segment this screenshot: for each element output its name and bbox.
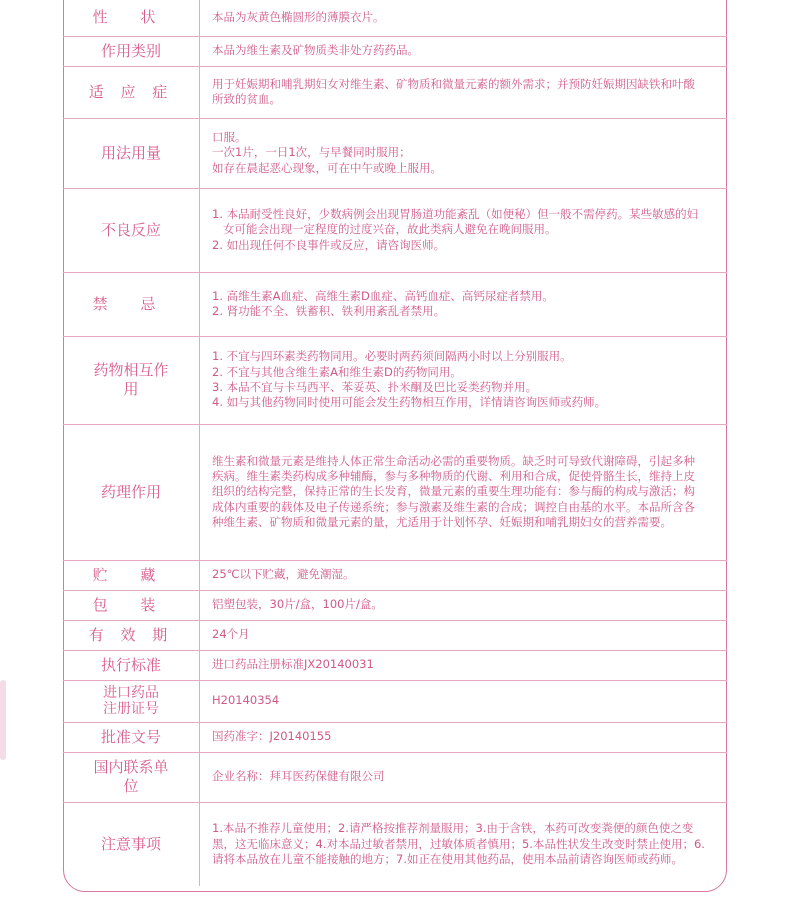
value-packaging: 铝塑包装，30片/盒，100片/盒。 [212,597,383,612]
value-precautions: 1.本品不推荐儿童使用；2.请严格按推荐剂量服用；3.由于含铁，本药可改变粪便的颜色使之变黑，这无临床意义；4.对本品过敏者禁用，过敏体质者慎用；5.本品性状发生改变时禁止使用；6.请将本品放在儿童不能接触的地方；7.如正在使用其他药品，使用本品前请咨询医师或药师。 [212,821,705,866]
label-pharmacology: 药理作用 [63,424,200,560]
value-pharmacology: 维生素和微量元素是维持人体正常生命活动必需的重要物质。缺乏时可导致代谢障碍，引起多种疾病。维生素类药构成多种辅酶，参与多种物质的代谢、利用和合成，促使骨骼生长，维持上皮组织的结构完整，保持正常的生长发育，微量元素的重要生理功能有：参与酶的构成与激活；构成体内重要的载体及电子传递系统；参与激素及维生素的合成；调控自由基的水平。本品所含各种维生素、矿物质和微量元素的量，尤适用于计划怀孕、妊娠期和哺乳期妇女的营养需要。 [212,453,695,529]
row-indications [63,66,727,118]
value-dosage-line: 口服。 [212,130,247,145]
value-approval-number: 国药准字：J20140155 [212,729,332,744]
value-contraindication-item: 1. 高维生素A血症、高维生素D血症、高钙血症、高钙尿症者禁用。 [212,288,554,303]
row-dosage [63,118,727,188]
label-indications: 适 应 症 [63,66,200,118]
label-precautions: 注意事项 [63,802,200,886]
label-dosage: 用法用量 [63,118,200,188]
value-category: 本品为维生素及矿物质类非处方药药品。 [212,43,419,58]
value-standard: 进口药品注册标准JX20140031 [212,657,374,672]
row-interactions [63,336,727,424]
value-storage: 25℃以下贮藏，避免潮湿。 [212,567,355,582]
edge-decoration [0,680,6,760]
value-appearance: 本品为灰黄色椭圆形的薄膜衣片。 [212,10,385,25]
row-precautions [63,802,727,886]
row-adverse-reactions [63,188,727,272]
row-contraindications [63,272,727,336]
row-standard [63,650,727,680]
drug-spec-table [63,0,727,886]
value-contraindication-item: 2. 肾功能不全、铁蓄积、铁利用紊乱者禁用。 [212,304,446,318]
value-indications: 用于妊娠期和哺乳期妇女对维生素、矿物质和微量元素的额外需求；并预防妊娠期因缺铁和叶酸所致的贫血。 [212,76,695,106]
row-pharmacology [63,424,727,560]
label-category: 作用类别 [63,36,200,66]
label-adverse-reactions: 不良反应 [63,188,200,272]
label-appearance: 性 状 [63,0,200,36]
value-shelf-life: 24个月 [212,627,250,642]
value-dosage-line: 一次1片，一日1次，与早餐同时服用； [212,145,411,160]
label-approval-number: 批准文号 [63,722,200,752]
label-shelf-life: 有 效 期 [63,620,200,650]
value-interaction-item: 1. 不宜与四环素类药物同用。必要时两药须间隔两小时以上分别服用。 [212,349,572,364]
label-packaging: 包 装 [63,590,200,620]
value-adverse-item: 1. 本品耐受性良好，少数病例会出现胃肠道功能紊乱（如便秘）但一般不需停药。某些敏感的妇女可能会出现一定程度的过度兴奋，故此类病人避免在晚间服用。 [212,207,699,237]
row-approval-number [63,722,727,752]
value-dosage-line: 如存在晨起恶心现象，可在中午或晚上服用。 [212,160,442,175]
row-packaging [63,590,727,620]
row-import-registration [63,680,727,722]
value-import-registration: H20140354 [212,693,280,708]
row-category [63,36,727,66]
value-adverse-item: 2. 如出现任何不良事件或反应，请咨询医师。 [212,237,446,252]
row-appearance [63,0,727,36]
label-contraindications: 禁 忌 [63,272,200,336]
label-storage: 贮 藏 [63,560,200,590]
row-contact-unit [63,752,727,802]
label-standard: 执行标准 [63,650,200,680]
value-contact-unit: 企业名称：拜耳医药保健有限公司 [212,769,385,784]
value-interaction-item: 4. 如与其他药物同时使用可能会发生药物相互作用，详情请咨询医师或药师。 [212,395,607,410]
row-storage [63,560,727,590]
value-interaction-item: 3. 本品不宜与卡马西平、苯妥英、扑米酮及巴比妥类药物并用。 [212,380,538,394]
row-shelf-life [63,620,727,650]
value-interaction-item: 2. 不宜与其他含维生素A和维生素D的药物同用。 [212,364,462,379]
label-interactions: 药物相互作用 [63,336,200,424]
label-contact-unit: 国内联系单位 [63,752,200,802]
label-import-registration: 进口药品注册证号 [63,680,200,722]
